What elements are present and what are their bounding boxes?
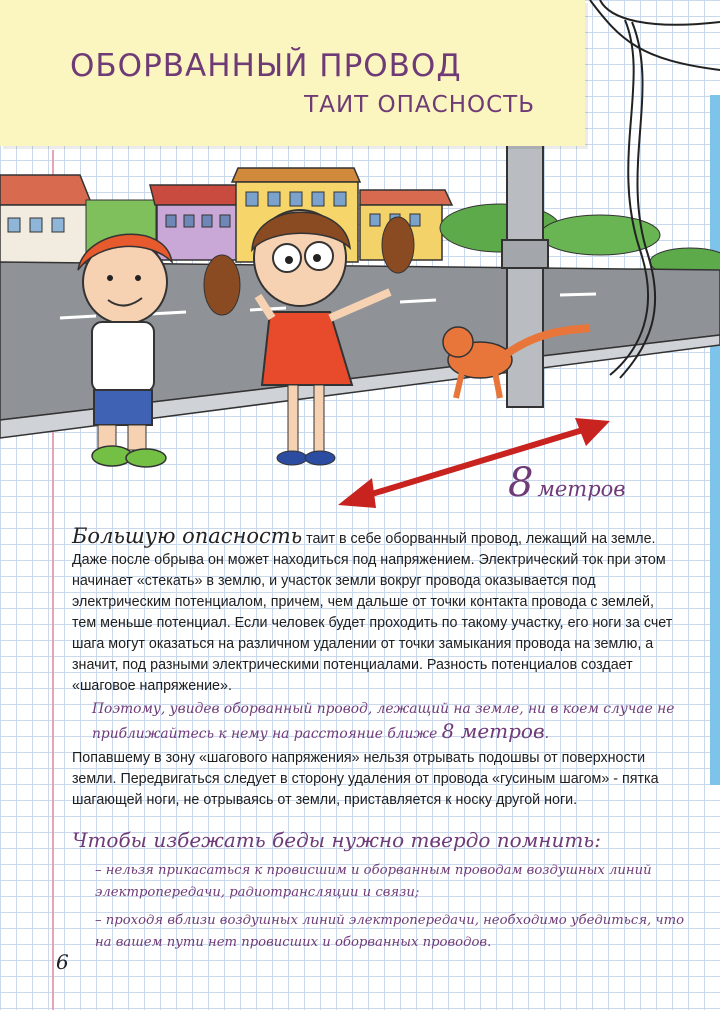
rule-item: – нельзя прикасаться к провисшим и оборванным проводам воздушных линий электропередачи, радиотрансляции и связи; <box>95 863 652 900</box>
page-number: 6 <box>56 950 69 974</box>
warning-text: Поэтому, увидев оборванный провод, лежащий на земле, ни в коем случае не приближайтесь к нему на расстояние ближе <box>92 701 675 742</box>
intro-text: таит в себе оборванный провод, лежащий на земле. Даже после обрыва он может находиться под напряжением. Электрический ток при этом начинает «стекать» в землю, и участок земли вокруг провода оказывается под электрическим потенциалом, причем, чем дальше от точки контакта провода с землей, тем меньше потенциал. Если человек будет проходить по такому участку, его ноги за счет шага могут оказаться на различном удалении от точки замыкания провода на землю, а значит, под разными электрическими потенциалами. Разность потенциалов создает «шаговое напряжение». <box>72 531 673 694</box>
warning-end: . <box>544 726 549 742</box>
page-subtitle: ТАИТ ОПАСНОСТЬ <box>304 92 535 118</box>
intro-paragraph <box>72 526 682 697</box>
distance-label <box>508 460 626 506</box>
intro-lead: Большую опасность <box>72 524 303 548</box>
page-title: ОБОРВАННЫЙ ПРОВОД <box>70 48 462 84</box>
distance-number: 8 <box>508 460 534 506</box>
rule-item: – проходя вблизи воздушных линий электропередачи, необходимо убедиться, что на вашем пути нет провисших и оборванных проводов. <box>95 913 685 950</box>
warning-emphasis: 8 метров <box>441 719 545 743</box>
title-box <box>0 0 585 146</box>
distance-unit: метров <box>537 477 626 501</box>
step-voltage-paragraph: Попавшему в зону «шагового напряжения» нельзя отрывать подошвы от поверхности земли. Передвигаться следует в сторону удаления от провода «гусиным шагом» - пятка шагающей ноги, не отрываясь от земли, приставляется к носку другой ноги. <box>72 750 659 808</box>
remember-heading: Чтобы избежать беды нужно твердо помнить: <box>72 828 601 852</box>
warning-paragraph <box>92 698 682 745</box>
